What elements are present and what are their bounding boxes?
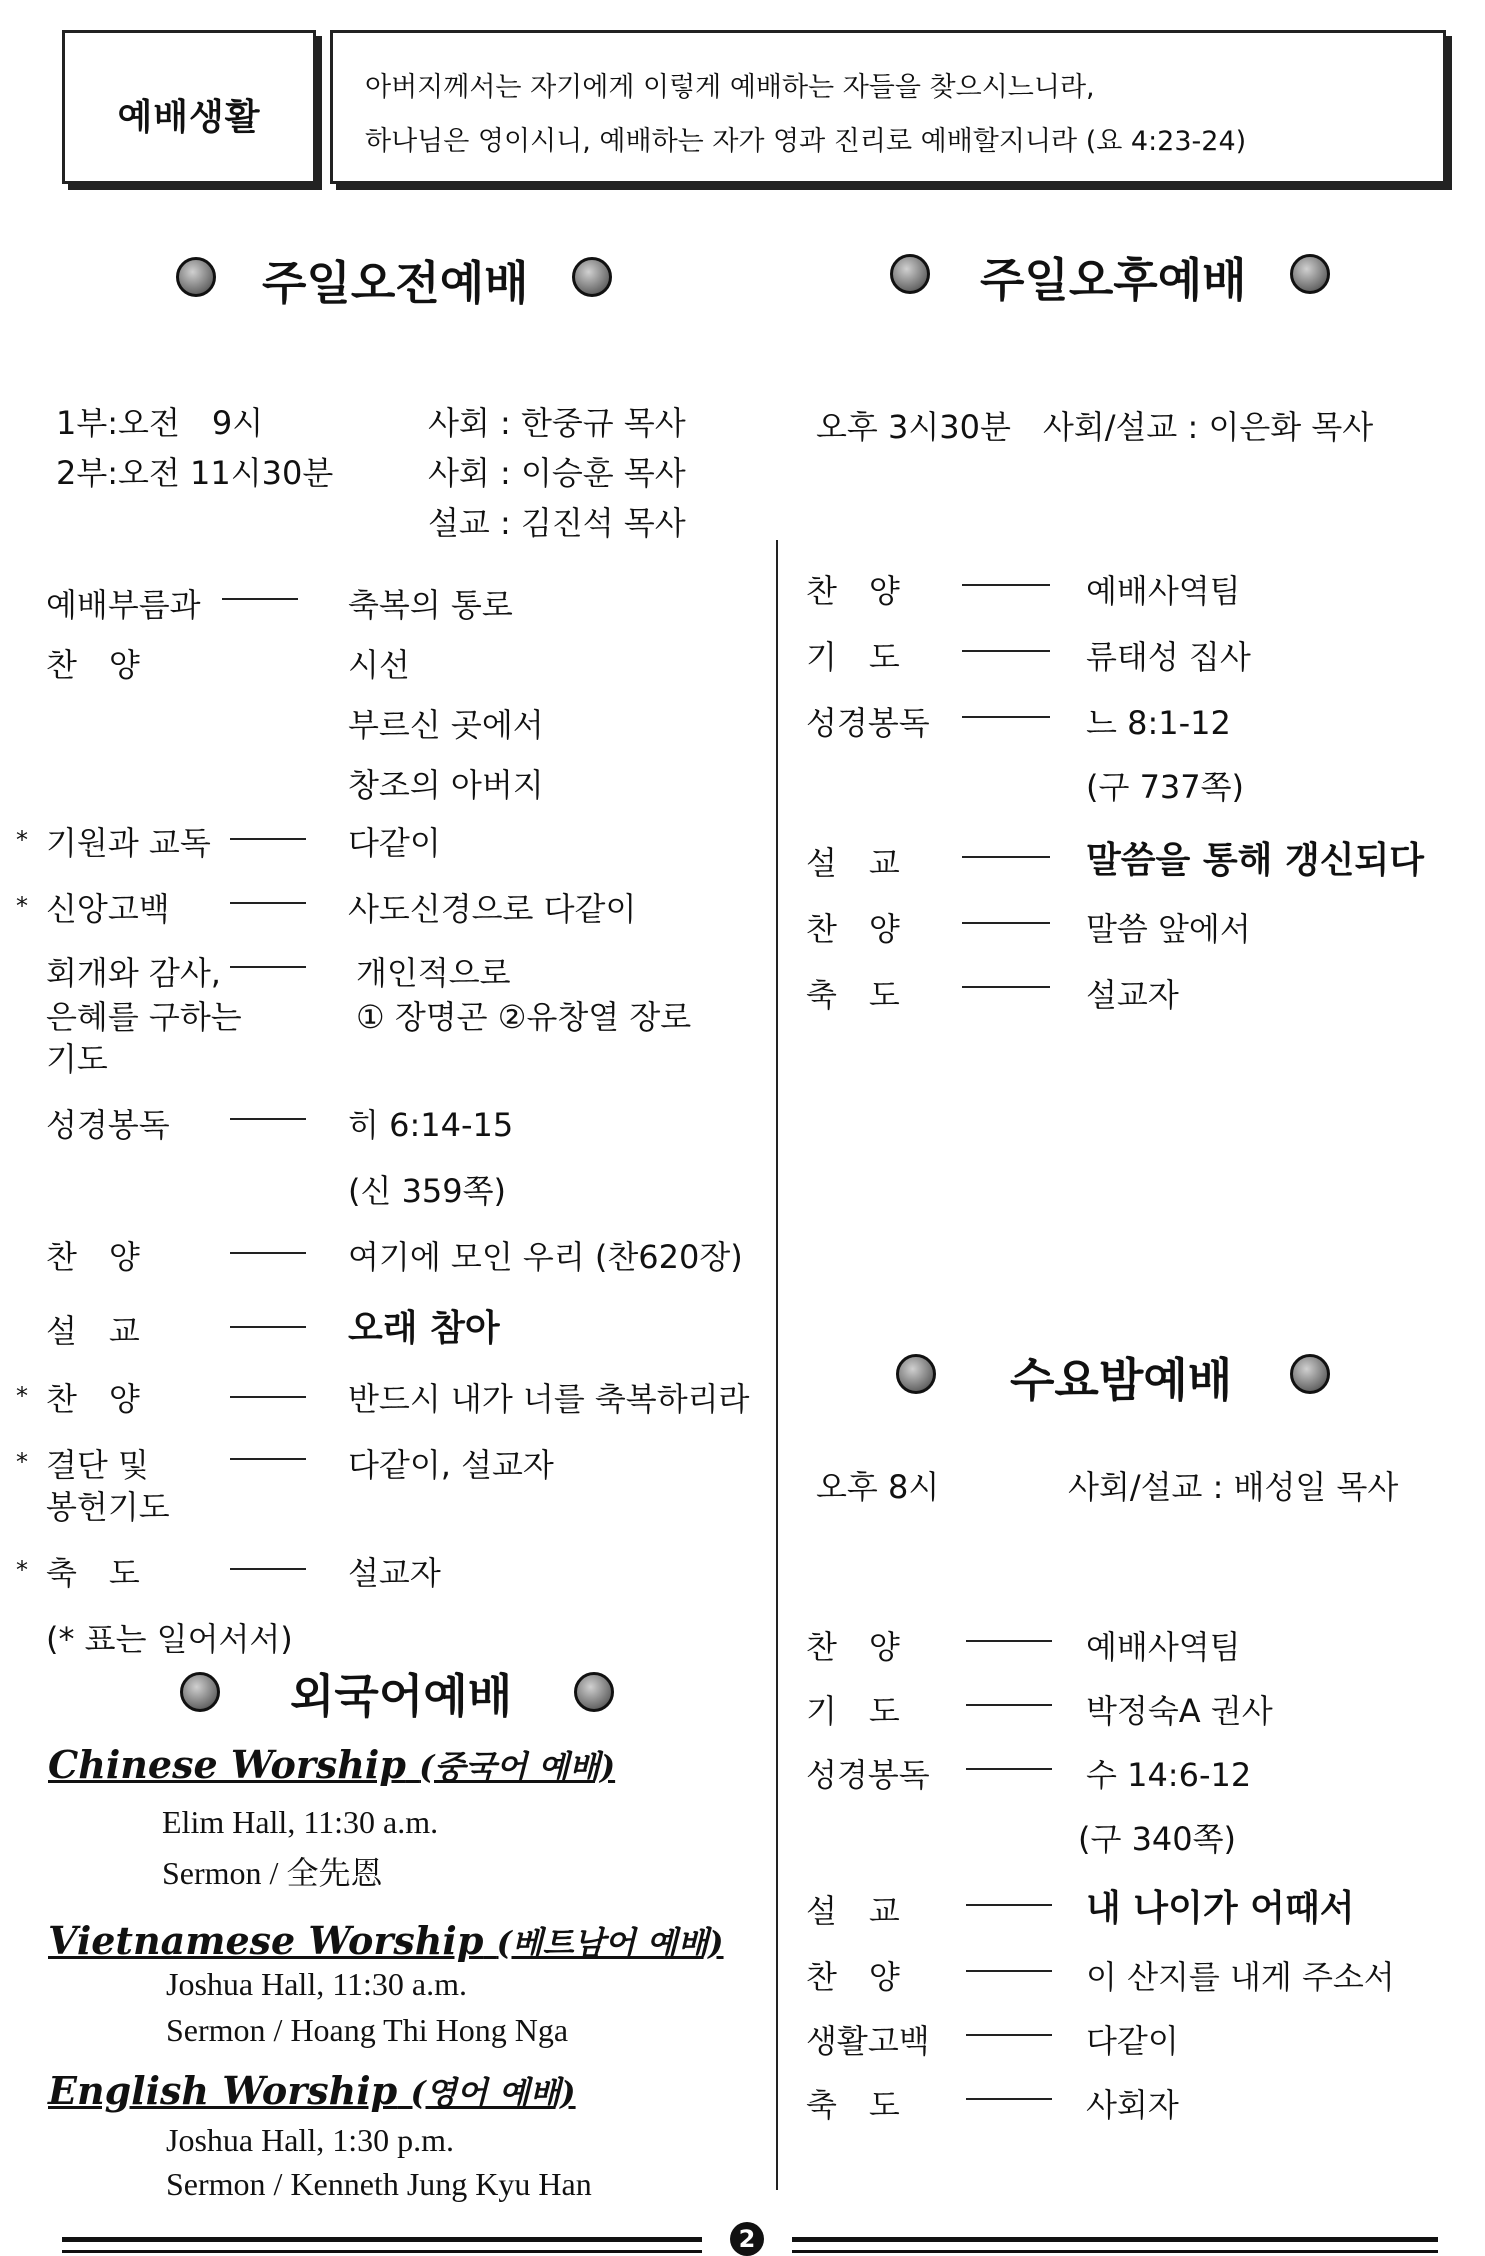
bullet-icon <box>1290 254 1330 294</box>
order-item: 찬 양 <box>46 1238 140 1276</box>
dash <box>962 922 1050 924</box>
order-value: 창조의 아버지 <box>348 766 544 804</box>
order-value: 예배사역팀 <box>1086 1628 1241 1666</box>
order-item: 결단 및 <box>46 1446 149 1484</box>
service-sermon: Sermon / 全先恩 <box>162 1855 383 1891</box>
order-item: 설 교 <box>46 1312 140 1350</box>
morning-role-2: 사회 : 이승훈 목사 <box>428 454 686 492</box>
dash <box>966 2098 1052 2100</box>
order-value: 다같이 <box>348 824 441 862</box>
order-value: 시선 <box>348 646 410 684</box>
order-item: 성경봉독 <box>806 704 930 742</box>
section-label: 예배생활 <box>117 97 261 138</box>
order-value: ① 장명곤 ②유창열 장로 <box>356 998 692 1036</box>
sermon-title: 말씀을 통해 갱신되다 <box>1086 840 1425 881</box>
dash <box>230 1326 306 1328</box>
stand-marker: * <box>16 1448 28 1476</box>
order-item: 설 교 <box>806 844 900 882</box>
order-item: 생활고백 <box>806 2022 930 2060</box>
dash <box>962 650 1050 652</box>
wednesday-role: 사회/설교 : 배성일 목사 <box>1068 1468 1399 1506</box>
order-item: 기도 <box>46 1040 108 1078</box>
order-value: 반드시 내가 너를 축복하리라 <box>348 1380 750 1418</box>
order-item: 축 도 <box>46 1554 140 1592</box>
bullet-icon <box>1290 1354 1330 1394</box>
stand-note: (* 표는 일어서서) <box>46 1620 293 1658</box>
dash <box>962 716 1050 718</box>
service-place: Elim Hall, 11:30 a.m. <box>162 1804 439 1840</box>
bullet-icon <box>176 257 216 297</box>
stand-marker: * <box>16 1382 28 1410</box>
stand-marker: * <box>16 1556 28 1584</box>
order-value: (신 359쪽) <box>348 1172 507 1210</box>
morning-time-2: 2부:오전 11시30분 <box>56 454 334 492</box>
dash <box>962 584 1050 586</box>
dash <box>230 838 306 840</box>
afternoon-time: 오후 3시30분 사회/설교 : 이은화 목사 <box>816 408 1374 446</box>
order-item: 축 도 <box>806 976 900 1014</box>
section-label-box <box>62 30 316 184</box>
order-item: 신앙고백 <box>46 890 170 928</box>
stand-marker: * <box>16 892 28 920</box>
dash <box>966 1970 1052 1972</box>
dash <box>966 1904 1052 1906</box>
bullet-icon <box>180 1672 220 1712</box>
order-value: (구 737쪽) <box>1086 768 1245 806</box>
afternoon-title: 주일오후예배 <box>980 253 1247 307</box>
dash <box>230 1568 306 1570</box>
service-sermon: Sermon / Kenneth Jung Kyu Han <box>166 2166 592 2202</box>
dash <box>230 1396 306 1398</box>
order-item: 축 도 <box>806 2086 900 2124</box>
dash <box>230 1458 306 1460</box>
order-value: 느 8:1-12 <box>1086 704 1231 742</box>
order-value: 여기에 모인 우리 (찬620장) <box>348 1238 743 1276</box>
order-value: 수 14:6-12 <box>1086 1756 1252 1794</box>
order-value: 이 산지를 내게 주소서 <box>1086 1958 1395 1996</box>
wednesday-time: 오후 8시 <box>816 1468 940 1506</box>
morning-role-3: 설교 : 김진석 목사 <box>428 504 686 542</box>
order-item: 찬 양 <box>806 1958 900 1996</box>
order-item: 예배부름과 <box>46 586 201 624</box>
verse-line-1: 아버지께서는 자기에게 이렇게 예배하는 자들을 찾으시느니라, <box>365 72 1095 103</box>
page-number: 2 <box>730 2222 764 2256</box>
order-value: 축복의 통로 <box>348 586 513 624</box>
order-value: 사도신경으로 다같이 <box>348 890 637 928</box>
morning-time-1: 1부:오전 9시 <box>56 404 264 442</box>
order-value: 개인적으로 <box>356 954 511 992</box>
dash <box>230 1252 306 1254</box>
chinese-worship-title <box>48 1742 615 1788</box>
order-item: 은혜를 구하는 <box>46 998 242 1036</box>
order-value: 부르신 곳에서 <box>348 706 544 744</box>
service-sermon: Sermon / Hoang Thi Hong Nga <box>166 2012 569 2048</box>
order-value: 설교자 <box>1086 976 1179 1014</box>
service-korean-name: (영어 예배) <box>410 2074 576 2112</box>
order-value: 박정숙A 권사 <box>1086 1692 1273 1730</box>
bullet-icon <box>572 257 612 297</box>
dash <box>230 966 306 968</box>
foreign-title: 외국어예배 <box>290 1669 513 1723</box>
vietnamese-worship-title <box>48 1918 724 1964</box>
order-item: 찬 양 <box>46 646 140 684</box>
dash <box>962 986 1050 988</box>
order-item: 봉헌기도 <box>46 1488 170 1526</box>
verse-line-2: 하나님은 영이시니, 예배하는 자가 영과 진리로 예배할지니라 (요 4:23-24) <box>365 126 1247 157</box>
dash <box>222 598 298 600</box>
order-item: 찬 양 <box>806 572 900 610</box>
order-item: 찬 양 <box>806 1628 900 1666</box>
order-item: 기 도 <box>806 638 900 676</box>
bullet-icon <box>890 254 930 294</box>
order-item: 설 교 <box>806 1892 900 1930</box>
dash <box>962 856 1050 858</box>
service-place: Joshua Hall, 1:30 p.m. <box>166 2122 454 2158</box>
order-item: 찬 양 <box>46 1380 140 1418</box>
order-item: 기 도 <box>806 1692 900 1730</box>
service-name: English Worship <box>48 2068 398 2113</box>
order-item: 회개와 감사, <box>46 954 221 992</box>
service-name: Vietnamese Worship <box>48 1918 484 1963</box>
dash <box>966 1640 1052 1642</box>
sermon-title: 내 나이가 어때서 <box>1086 1888 1355 1929</box>
morning-title: 주일오전예배 <box>262 256 529 310</box>
service-place: Joshua Hall, 11:30 a.m. <box>166 1966 467 2002</box>
order-value: 류태성 집사 <box>1086 638 1251 676</box>
order-item: 기원과 교독 <box>46 824 211 862</box>
service-name: Chinese Worship <box>48 1742 406 1787</box>
order-value: 다같이 <box>1086 2022 1179 2060</box>
verse-box <box>330 30 1446 184</box>
service-korean-name: (베트남어 예배) <box>496 1924 724 1962</box>
order-value: (구 340쪽) <box>1078 1820 1237 1858</box>
stand-marker: * <box>16 826 28 854</box>
footer-rule-left <box>62 2237 702 2253</box>
order-value: 말씀 앞에서 <box>1086 910 1251 948</box>
order-value: 설교자 <box>348 1554 441 1592</box>
wednesday-title: 수요밤예배 <box>1010 1353 1233 1407</box>
dash <box>230 1118 306 1120</box>
bullet-icon <box>574 1672 614 1712</box>
order-value: 사회자 <box>1086 2086 1179 2124</box>
order-item: 찬 양 <box>806 910 900 948</box>
footer-rule-right <box>792 2237 1438 2253</box>
order-item: 성경봉독 <box>806 1756 930 1794</box>
order-value: 예배사역팀 <box>1086 572 1241 610</box>
order-value: 히 6:14-15 <box>348 1106 514 1144</box>
morning-role-1: 사회 : 한중규 목사 <box>428 404 686 442</box>
dash <box>966 1704 1052 1706</box>
order-item: 성경봉독 <box>46 1106 170 1144</box>
dash <box>230 902 306 904</box>
column-divider <box>776 540 778 2190</box>
dash <box>966 2034 1052 2036</box>
sermon-title: 오래 참아 <box>348 1308 500 1349</box>
english-worship-title <box>48 2068 576 2114</box>
bullet-icon <box>896 1354 936 1394</box>
service-korean-name: (중국어 예배) <box>419 1748 616 1786</box>
dash <box>966 1768 1052 1770</box>
order-value: 다같이, 설교자 <box>348 1446 554 1484</box>
